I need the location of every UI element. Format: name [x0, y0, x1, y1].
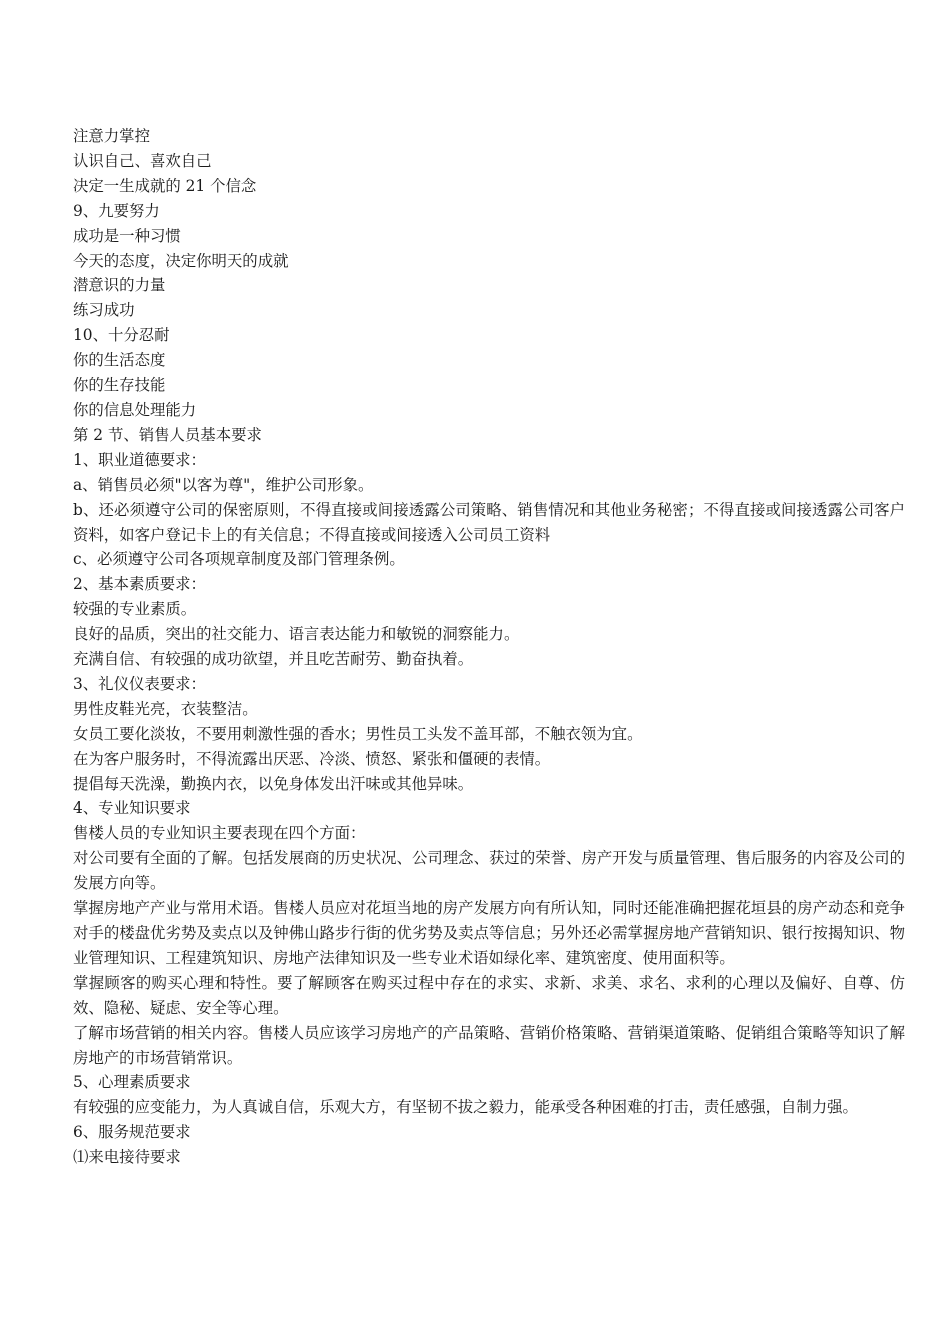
text-line: 女员工要化淡妆，不要用刺激性强的香水；男性员工头发不盖耳部，不触衣领为宜。 — [73, 724, 643, 743]
section-heading: 10、十分忍耐 — [73, 326, 170, 345]
section-heading: 5、心理素质要求 — [73, 1073, 191, 1092]
section-heading: 3、礼仪仪表要求： — [73, 674, 206, 693]
text-line: a、销售员必须"以客为尊"，维护公司形象。 — [73, 475, 374, 494]
section-heading: 2、基本素质要求： — [73, 575, 206, 594]
section-heading: 6、服务规范要求 — [73, 1123, 191, 1142]
paragraph: b、还必须遵守公司的保密原则，不得直接或间接透露公司策略、销售情况和其他业务秘密；不得直接或间接透露公司客户资料，如客户登记卡上的有关信息；不得直接或间接透入公司员工资料 — [73, 500, 905, 544]
text-line: 成功是一种习惯 — [73, 226, 181, 245]
paragraph: 了解市场营销的相关内容。售楼人员应该学习房地产的产品策略、营销价格策略、营销渠道策略、促销组合策略等知识了解房地产的市场营销常识。 — [73, 1023, 905, 1067]
text-line: 练习成功 — [73, 301, 135, 320]
paragraph: 对公司要有全面的了解。包括发展商的历史状况、公司理念、获过的荣誉、房产开发与质量管理、售后服务的内容及公司的发展方向等。 — [73, 849, 905, 893]
text-line: 良好的品质，突出的社交能力、语言表达能力和敏锐的洞察能力。 — [73, 625, 520, 644]
section-heading: 1、职业道德要求： — [73, 450, 206, 469]
text-line: 注意力掌控 — [73, 127, 150, 145]
text-line: 潜意识的力量 — [73, 276, 166, 295]
chapter-heading: 第 2 节、销售人员基本要求 — [73, 425, 262, 444]
text-line: 你的信息处理能力 — [73, 400, 197, 419]
text-line: 提倡每天洗澡，勤换内衣，以免身体发出汗味或其他异味。 — [73, 774, 474, 793]
text-line: 较强的专业素质。 — [73, 600, 197, 619]
text-line: 决定一生成就的 21 个信念 — [73, 176, 257, 195]
text-line: 在为客户服务时，不得流露出厌恶、冷淡、愤怒、紧张和僵硬的表情。 — [73, 749, 551, 768]
text-line: c、必须遵守公司各项规章制度及部门管理条例。 — [73, 550, 405, 569]
text-line: 充满自信、有较强的成功欲望，并且吃苦耐劳、勤奋执着。 — [73, 650, 474, 669]
paragraph: 掌握顾客的购买心理和特性。要了解顾客在购买过程中存在的求实、求新、求美、求名、求利的心理以及偏好、自尊、仿效、隐秘、疑虑、安全等心理。 — [73, 973, 905, 1017]
text-line: 男性皮鞋光亮，衣装整洁。 — [73, 699, 258, 718]
paragraph: 有较强的应变能力，为人真诚自信，乐观大方，有坚韧不拔之毅力，能承受各种困难的打击，责任感强，自制力强。 — [73, 1098, 858, 1117]
section-heading: 9、九要努力 — [73, 201, 160, 220]
paragraph: 掌握房地产产业与常用术语。售楼人员应对花垣当地的房产发展方向有所认知，同时还能准确把握花垣县的房产动态和竞争对手的楼盘优劣势及卖点以及钟佛山路步行街的优劣势及卖点等信息；另外还必需掌握房地产营销知识、银行按揭知识、物业管理知识、工程建筑知识、房地产法律知识及一些专业术语如绿化率、建筑密度、使用面积等。 — [73, 899, 905, 967]
text-line: 你的生活态度 — [73, 351, 166, 370]
text-line: 认识自己、喜欢自己 — [73, 151, 212, 170]
text-line: 今天的态度，决定你明天的成就 — [73, 251, 289, 270]
section-heading: 4、专业知识要求 — [73, 799, 191, 818]
document-body — [73, 124, 905, 1170]
text-line: 售楼人员的专业知识主要表现在四个方面： — [73, 824, 366, 843]
text-line: 你的生存技能 — [73, 376, 166, 395]
text-line: ⑴来电接待要求 — [73, 1148, 181, 1167]
